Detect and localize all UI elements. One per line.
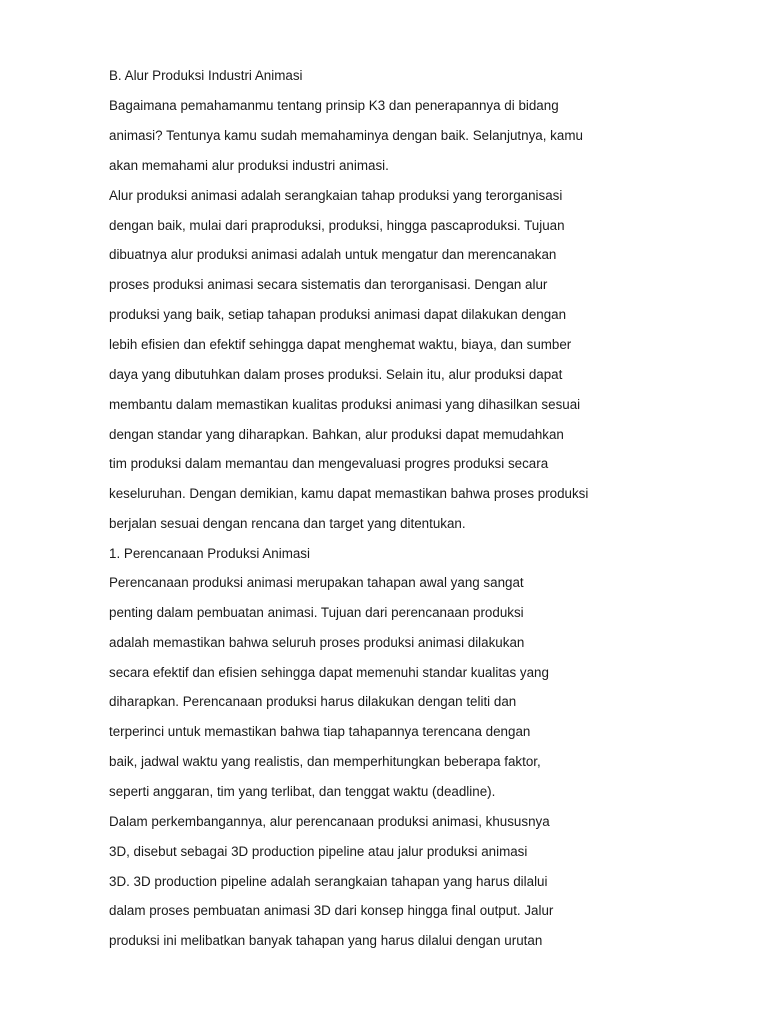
text-line: dalam proses pembuatan animasi 3D dari konsep hingga final output. Jalur xyxy=(109,903,554,918)
text-line: Dalam perkembangannya, alur perencanaan produksi animasi, khususnya xyxy=(109,814,550,829)
text-line: proses produksi animasi secara sistematis dan terorganisasi. Dengan alur xyxy=(109,277,548,292)
text-line: penting dalam pembuatan animasi. Tujuan dari perencanaan produksi xyxy=(109,605,524,620)
text-line: keseluruhan. Dengan demikian, kamu dapat memastikan bahwa proses produksi xyxy=(109,486,589,501)
text-line: 3D. 3D production pipeline adalah serangkaian tahapan yang harus dilalui xyxy=(109,874,548,889)
text-line: Bagaimana pemahamanmu tentang prinsip K3 dan penerapannya di bidang xyxy=(109,98,559,113)
text-line: produksi yang baik, setiap tahapan produksi animasi dapat dilakukan dengan xyxy=(109,307,567,322)
text-line: membantu dalam memastikan kualitas produksi animasi yang dihasilkan sesuai xyxy=(109,397,581,412)
text-line: adalah memastikan bahwa seluruh proses produksi animasi dilakukan xyxy=(109,635,525,650)
text-line: secara efektif dan efisien sehingga dapat memenuhi standar kualitas yang xyxy=(109,665,549,680)
text-line: berjalan sesuai dengan rencana dan target yang ditentukan. xyxy=(109,516,466,531)
text-line: Alur produksi animasi adalah serangkaian tahap produksi yang terorganisasi xyxy=(109,188,563,203)
text-line: seperti anggaran, tim yang terlibat, dan tenggat waktu (deadline). xyxy=(109,784,496,799)
subsection-heading: 1. Perencanaan Produksi Animasi xyxy=(109,546,310,561)
text-line: lebih efisien dan efektif sehingga dapat menghemat waktu, biaya, dan sumber xyxy=(109,337,572,352)
text-line: 3D, disebut sebagai 3D production pipeline atau jalur produksi animasi xyxy=(109,844,528,859)
text-line: Perencanaan produksi animasi merupakan tahapan awal yang sangat xyxy=(109,575,524,590)
text-line: terperinci untuk memastikan bahwa tiap tahapannya terencana dengan xyxy=(109,724,531,739)
text-line: diharapkan. Perencanaan produksi harus dilakukan dengan teliti dan xyxy=(109,694,517,709)
text-line: daya yang dibutuhkan dalam proses produksi. Selain itu, alur produksi dapat xyxy=(109,367,563,382)
text-line: dengan standar yang diharapkan. Bahkan, alur produksi dapat memudahkan xyxy=(109,427,564,442)
text-line: baik, jadwal waktu yang realistis, dan memperhitungkan beberapa faktor, xyxy=(109,754,541,769)
text-line: tim produksi dalam memantau dan mengevaluasi progres produksi secara xyxy=(109,456,549,471)
text-line: dengan baik, mulai dari praproduksi, produksi, hingga pascaproduksi. Tujuan xyxy=(109,218,565,233)
text-line: akan memahami alur produksi industri animasi. xyxy=(109,158,389,173)
text-line: dibuatnya alur produksi animasi adalah untuk mengatur dan merencanakan xyxy=(109,247,557,262)
text-line: animasi? Tentunya kamu sudah memahaminya dengan baik. Selanjutnya, kamu xyxy=(109,128,583,143)
section-heading: B. Alur Produksi Industri Animasi xyxy=(109,68,303,83)
text-line: produksi ini melibatkan banyak tahapan yang harus dilalui dengan urutan xyxy=(109,933,543,948)
